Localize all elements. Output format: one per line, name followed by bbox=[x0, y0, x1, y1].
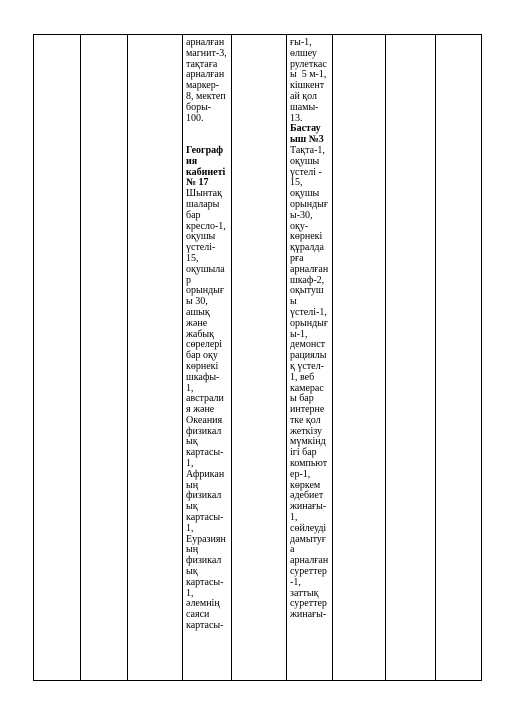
cell-text-line: сөйлеуді bbox=[290, 522, 327, 534]
cell-text-line: 8, мектеп bbox=[186, 90, 226, 102]
cell-text-line: а bbox=[290, 544, 295, 556]
cell-text-line: Тақта-1, bbox=[290, 144, 325, 156]
cell-text-line: ық bbox=[186, 501, 198, 513]
cell-text-line: 1, bbox=[186, 587, 194, 599]
cell-text-line: физикал bbox=[186, 555, 222, 567]
cell-text-line: ық bbox=[186, 436, 198, 448]
table-cell-equipment-list bbox=[186, 38, 227, 632]
cell-text-line: ай қол bbox=[290, 90, 318, 102]
cell-text-line: әдебиет bbox=[290, 490, 324, 502]
table-column-divider bbox=[231, 34, 232, 681]
cell-text-line: 1, bbox=[290, 512, 298, 524]
cell-text-line: арналған bbox=[186, 69, 225, 81]
cell-text-line: р bbox=[186, 274, 191, 286]
cell-text-line: тке қол bbox=[290, 414, 321, 426]
cell-text-line: компьют bbox=[290, 458, 328, 470]
cell-text-line: 1, bbox=[186, 522, 194, 534]
cell-text-line: Океания bbox=[186, 414, 223, 426]
cell-text-line: арналған bbox=[290, 555, 329, 567]
cell-text-line: ы-30, bbox=[290, 209, 313, 221]
cell-text-line: сөрелері bbox=[186, 339, 223, 351]
cell-text-line: шкаф-2, bbox=[290, 274, 325, 286]
cell-text-line bbox=[186, 124, 227, 135]
cell-text-line: кресло-1, bbox=[186, 220, 226, 232]
cell-text-line: ашық bbox=[186, 306, 210, 318]
cell-text-line: я және bbox=[186, 404, 215, 416]
cell-text-line: камерас bbox=[290, 382, 324, 394]
cell-text-line: мүмкінд bbox=[290, 436, 326, 448]
cell-text-line: тақтаға bbox=[186, 58, 218, 70]
cell-text-line: рға bbox=[290, 252, 304, 264]
cell-text-line: көркем bbox=[290, 479, 321, 491]
cell-text-line: шалары bbox=[186, 198, 220, 210]
cell-text-line: заттық bbox=[290, 587, 319, 599]
cell-text-line: рациялы bbox=[290, 350, 327, 362]
cell-text-line: қ үстел- bbox=[290, 360, 324, 372]
cell-text-line: оқушы bbox=[290, 188, 320, 200]
cell-text-line: физикал bbox=[186, 425, 222, 437]
table-column-divider bbox=[80, 34, 81, 681]
cell-text-line: оқытуш bbox=[290, 285, 324, 297]
cell-text-line: картасы- bbox=[186, 576, 224, 588]
section-heading-line: ыш №3 bbox=[290, 134, 324, 146]
cell-text-line: арналған bbox=[290, 263, 329, 275]
cell-text-line: оқу- bbox=[290, 220, 309, 232]
cell-text-line: маркер- bbox=[186, 80, 220, 92]
cell-text-line: Африкан bbox=[186, 468, 225, 480]
cell-text-line: орындығ bbox=[186, 285, 224, 297]
table-column-divider bbox=[127, 34, 128, 681]
cell-text-line: шкафы- bbox=[186, 371, 220, 383]
cell-text-line: ігі бар bbox=[290, 447, 317, 459]
cell-text-line: интерне bbox=[290, 404, 325, 416]
cell-text-line: картасы- bbox=[186, 512, 224, 524]
cell-text-line: боры- bbox=[186, 101, 212, 113]
cell-text-line: орындығ bbox=[290, 198, 328, 210]
cell-text-line: құралда bbox=[290, 242, 324, 254]
cell-text-line: үстелі- bbox=[186, 242, 216, 254]
cell-text-line: жеткізу bbox=[290, 425, 322, 437]
cell-text-line: саяси bbox=[186, 609, 210, 621]
cell-text-line: өлшеу bbox=[290, 47, 317, 59]
cell-text-line: бар оқу bbox=[186, 350, 218, 362]
cell-text-line: 1, bbox=[186, 458, 194, 470]
cell-text-line: үстелі - bbox=[290, 166, 322, 178]
cell-text-line: оқушы bbox=[290, 155, 320, 167]
cell-text-line: австрали bbox=[186, 393, 224, 405]
cell-text-line: ғы-1, bbox=[290, 37, 312, 48]
cell-text-line: ы 30, bbox=[186, 296, 208, 308]
cell-text-line: жинағы- bbox=[290, 501, 327, 513]
table-column-divider bbox=[33, 34, 34, 681]
cell-text-line: көрнекі bbox=[290, 231, 323, 243]
table-column-divider bbox=[435, 34, 436, 681]
cell-text-line: 15, bbox=[290, 177, 303, 189]
cell-text-line: орындығ bbox=[290, 317, 328, 329]
cell-text-line: және bbox=[186, 317, 208, 329]
cell-text-line: ың bbox=[186, 479, 199, 491]
cell-text-line: картасы- bbox=[186, 447, 224, 459]
cell-text-line: көрнекі bbox=[186, 360, 219, 372]
cell-text-line: 15, bbox=[186, 252, 199, 264]
cell-text-line: 13. bbox=[290, 112, 303, 124]
cell-text-line: Шынтақ bbox=[186, 188, 222, 200]
cell-text-line: ы 5 м-1, bbox=[290, 69, 327, 81]
cell-text-line: Еуразиян bbox=[186, 533, 226, 545]
cell-text-line: ер-1, bbox=[290, 468, 311, 480]
table-column-divider bbox=[332, 34, 333, 681]
cell-text-line: жабық bbox=[186, 328, 215, 340]
cell-text-line: физикал bbox=[186, 490, 222, 502]
table-column-divider bbox=[182, 34, 183, 681]
cell-text-line: әлемнің bbox=[186, 598, 220, 610]
table-column-divider bbox=[385, 34, 386, 681]
cell-text-line: магнит-3, bbox=[186, 47, 227, 59]
cell-text-line: шамы- bbox=[290, 101, 319, 113]
cell-text-line: оқушы bbox=[186, 231, 216, 243]
cell-text-line: рулеткас bbox=[290, 58, 327, 70]
section-heading-line: ия bbox=[186, 155, 198, 167]
section-heading-line: Географ bbox=[186, 144, 224, 156]
cell-text-line: 1, bbox=[186, 382, 194, 394]
cell-text-line: ы-1, bbox=[290, 328, 308, 340]
cell-text-line: картасы- bbox=[186, 620, 224, 632]
cell-text-line: ы bbox=[290, 296, 297, 308]
cell-text-line: -1, bbox=[290, 576, 301, 588]
cell-text-line: үстелі-1, bbox=[290, 306, 327, 318]
cell-text-line: ың bbox=[186, 544, 199, 556]
cell-text-line: ы бар bbox=[290, 393, 314, 405]
table-cell-equipment-list bbox=[290, 38, 328, 621]
cell-text-line: арналған bbox=[186, 37, 225, 48]
section-heading-line: Бастау bbox=[290, 123, 321, 135]
cell-text-line: дамытуғ bbox=[290, 533, 326, 545]
table-bottom-border bbox=[33, 680, 481, 681]
table-column-divider bbox=[286, 34, 287, 681]
cell-text-line: 1, веб bbox=[290, 371, 315, 383]
table-top-border bbox=[33, 34, 481, 35]
section-heading-line: кабинеті bbox=[186, 166, 226, 178]
cell-text-line: ық bbox=[186, 566, 198, 578]
cell-text-line: кішкент bbox=[290, 80, 325, 92]
section-heading-line: № 17 bbox=[186, 177, 209, 189]
cell-text-line: демонст bbox=[290, 339, 326, 351]
cell-text-line: оқушыла bbox=[186, 263, 225, 275]
cell-text-line: жинағы- bbox=[290, 609, 327, 621]
cell-text-line: суреттер bbox=[290, 598, 327, 610]
table-column-divider bbox=[481, 34, 482, 681]
cell-text-line: суреттер bbox=[290, 566, 327, 578]
cell-text-line: бар bbox=[186, 209, 201, 221]
cell-text-line: 100. bbox=[186, 112, 204, 124]
